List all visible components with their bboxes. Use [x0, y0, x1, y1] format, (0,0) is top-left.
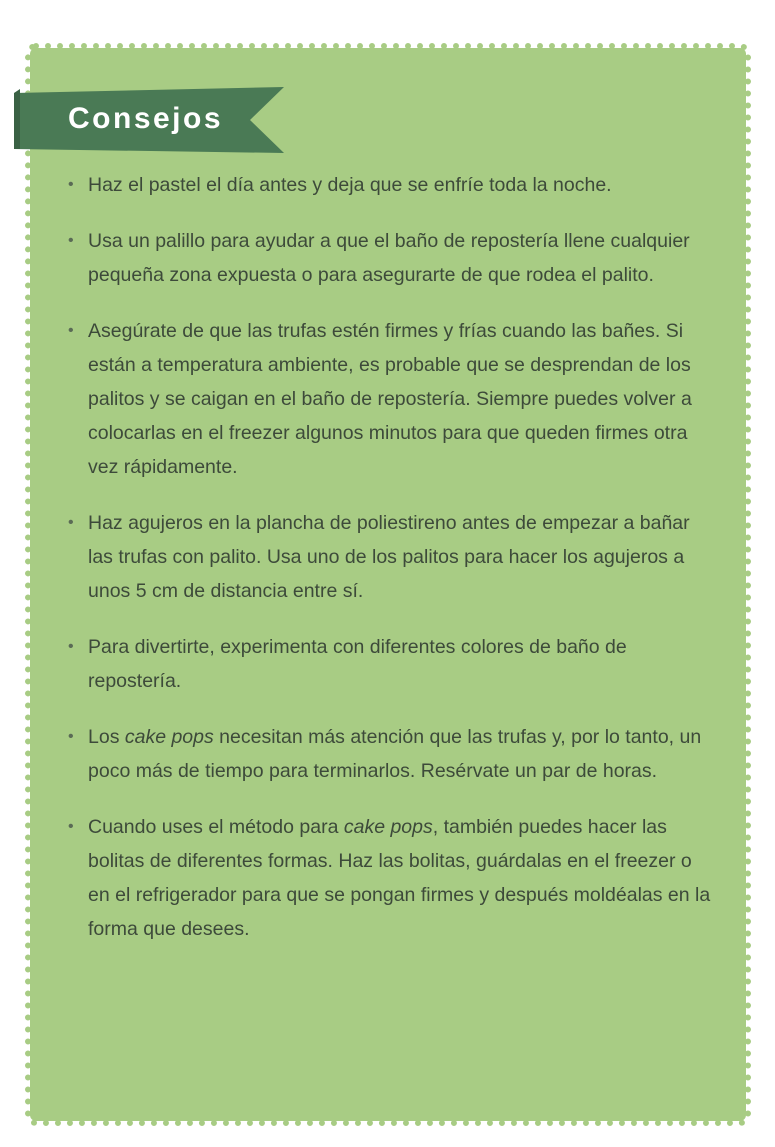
heading-title: Consejos: [68, 102, 224, 135]
bullet-icon: •: [68, 818, 74, 835]
tip-text-after: necesitan más atención que las trufas y, por lo tanto, un poco más de tiempo para terminarlos. Resérvate un par de horas.: [88, 726, 702, 782]
bullet-icon: •: [68, 232, 74, 249]
tip-italic-term: cake pops: [124, 726, 214, 748]
tip-text: Haz el pastel el día antes y deja que se enfríe toda la noche.: [88, 174, 612, 196]
tip-item: [68, 224, 718, 292]
tip-item: [68, 810, 718, 946]
tip-item: [68, 720, 718, 788]
tip-text: Asegúrate de que las trufas estén firmes y frías cuando las bañes. Si están a temperatura ambiente, es probable que se desprendan de los palitos y se caigan en el baño de repostería. Siempre puedes volver a colocarlas en el freezer algunos minutos para que queden firmes otra vez rápidamente.: [88, 320, 692, 478]
tip-text-after: , también puedes hacer las bolitas de diferentes formas. Haz las bolitas, guárdalas en el freezer o en el refrigerador para que se pongan firmes y después moldéalas en la forma que desees.: [88, 816, 711, 940]
tip-text-before: Cuando uses el método para: [88, 816, 344, 838]
tip-item: [68, 168, 718, 202]
tip-italic-term: cake pops: [343, 816, 433, 838]
bullet-icon: •: [68, 728, 74, 745]
heading-banner: [14, 87, 284, 153]
tip-item: [68, 314, 718, 484]
bullet-icon: •: [68, 514, 74, 531]
tip-text-before: Los: [88, 726, 125, 748]
tip-item: [68, 506, 718, 608]
bullet-icon: •: [68, 176, 74, 193]
tip-text: Para divertirte, experimenta con diferentes colores de baño de repostería.: [88, 636, 627, 692]
tip-text: Usa un palillo para ayudar a que el baño de repostería llene cualquier pequeña zona expuesta o para asegurarte de que rodea el palito.: [88, 230, 690, 286]
tip-text: Haz agujeros en la plancha de poliestireno antes de empezar a bañar las trufas con palito. Usa uno de los palitos para hacer los agujeros a unos 5 cm de distancia entre sí.: [88, 512, 690, 602]
bullet-icon: •: [68, 322, 74, 339]
tips-list: [68, 168, 718, 946]
bullet-icon: •: [68, 638, 74, 655]
tip-item: [68, 630, 718, 698]
